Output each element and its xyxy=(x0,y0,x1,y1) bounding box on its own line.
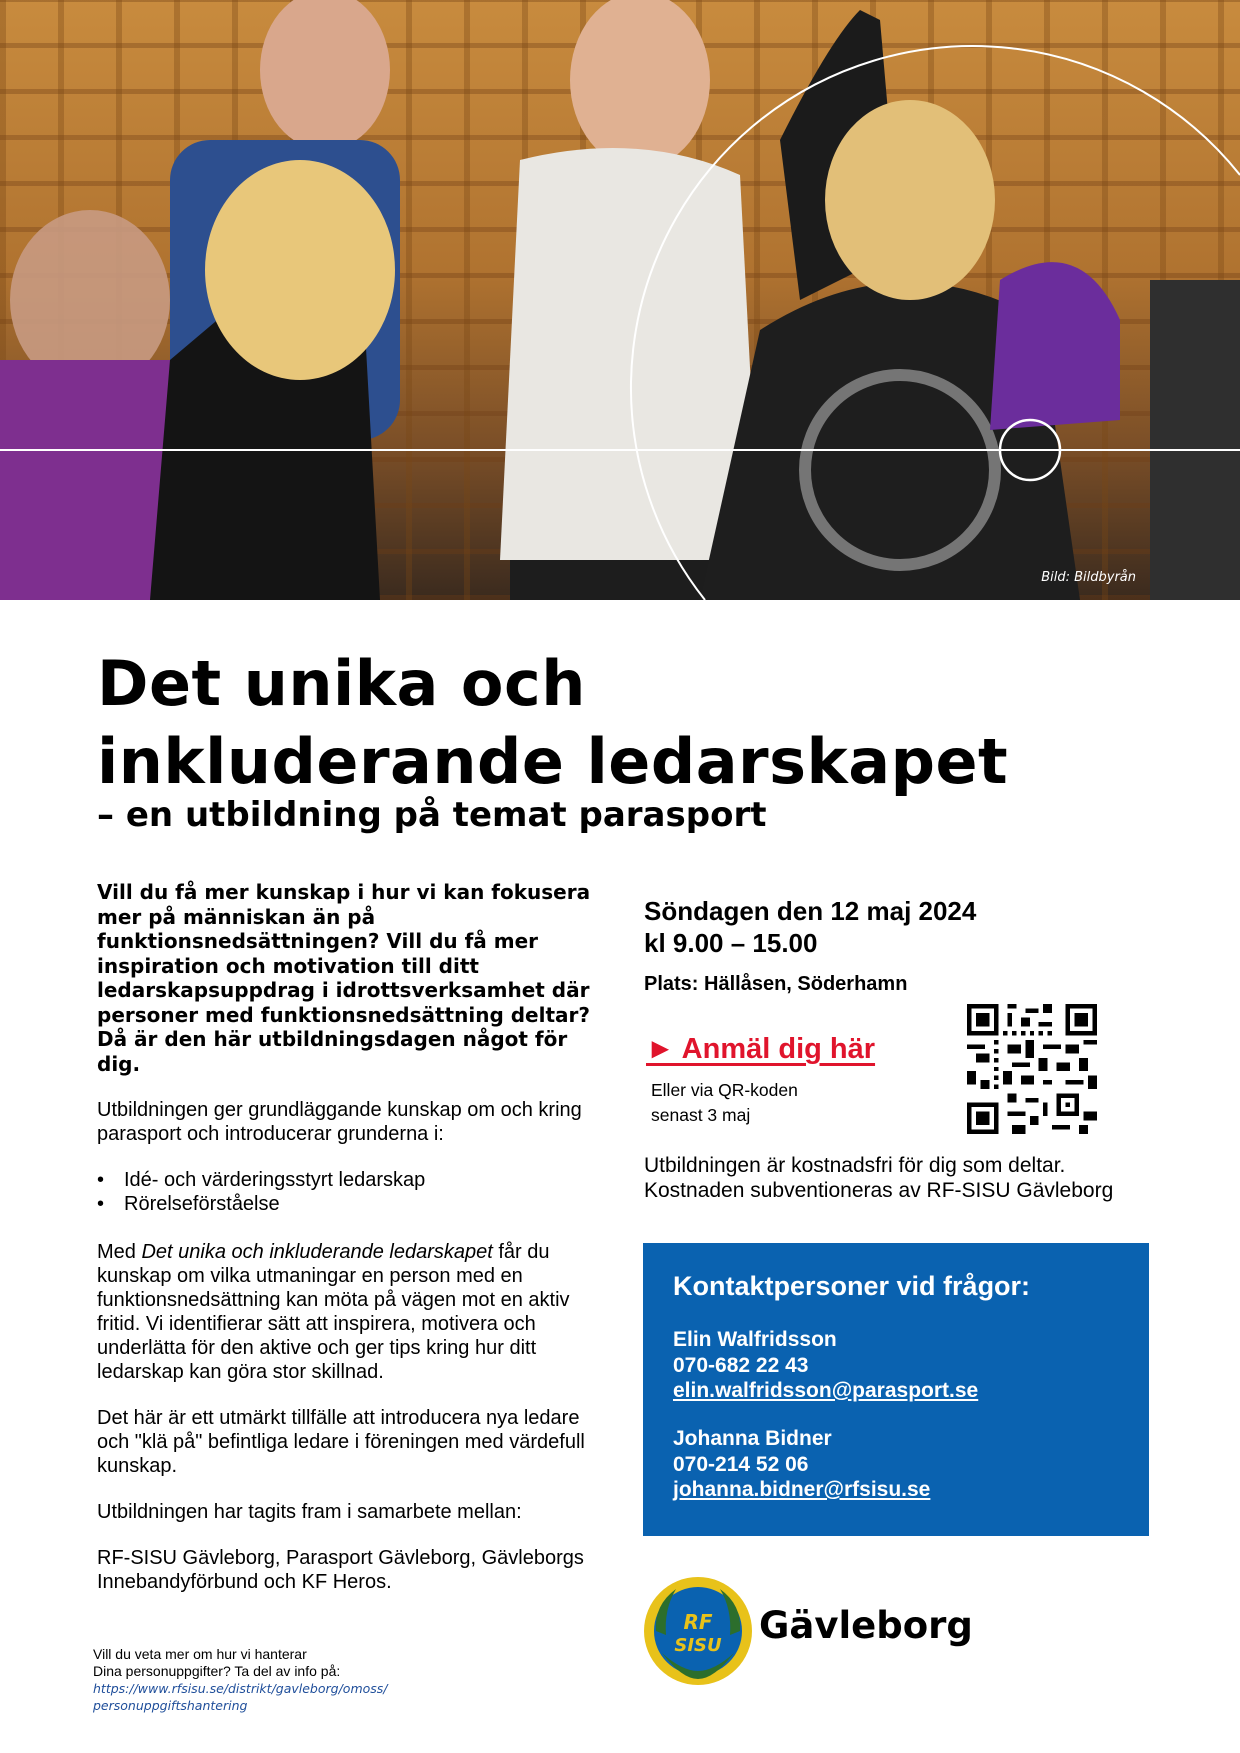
cost-info: Utbildningen är kostnadsfri för dig som deltar. Kostnaden subventioneras av RF-SISU Gävleborg xyxy=(644,1154,1114,1202)
intro-paragraph: Vill du få mer kunskap i hur vi kan fokusera mer på människan än på funktionsnedsättningen? Vill du få mer inspiration och motivation till ditt ledarskapsuppdrag i idrottsverksamhet där personer med funktionsnedsättning deltar? Då är den här utbildningsdagen något för dig. xyxy=(97,880,591,1076)
event-place: Plats: Hällåsen, Söderhamn xyxy=(644,973,908,995)
paragraph-basics: Utbildningen ger grundläggande kunskap om och kring parasport och introducerar grunderna i: xyxy=(97,1099,582,1145)
privacy-link-line-2[interactable]: personuppgiftshantering xyxy=(93,1698,248,1713)
contact-heading: Kontaktpersoner vid frågor: xyxy=(673,1271,1031,1301)
logo-district-name: Gävleborg xyxy=(759,1604,973,1647)
list-item: • Rörelseförståelse xyxy=(97,1192,607,1216)
photo-credit: Bild: Bildbyrån xyxy=(1041,570,1136,585)
about-prefix: Med xyxy=(97,1241,142,1263)
privacy-line-2: Dina personuppgifter? Ta del av info på: xyxy=(93,1663,341,1679)
contact-box xyxy=(643,1243,1149,1536)
paragraph-opportunity: Det här är ett utmärkt tillfälle att introducera nya ledare och "klä på" befintliga ledare i föreningen med värdefull kunskap. xyxy=(97,1407,585,1477)
page-title xyxy=(97,645,1157,801)
list-item: • Idé- och värderingsstyrt ledarskap xyxy=(97,1168,607,1192)
svg-text:RF: RF xyxy=(683,1610,713,1634)
page-subtitle: – en utbildning på temat parasport xyxy=(97,795,767,835)
contact-email-link[interactable]: elin.walfridsson@parasport.se xyxy=(673,1379,979,1402)
qr-code-icon[interactable] xyxy=(967,1004,1097,1134)
paragraph-collaboration: Utbildningen har tagits fram i samarbete mellan: xyxy=(97,1501,522,1523)
title-line-1: Det unika och xyxy=(97,647,586,720)
privacy-link[interactable] xyxy=(93,1680,473,1714)
privacy-note xyxy=(93,1646,473,1714)
rf-sisu-logo-icon xyxy=(642,1575,754,1687)
body-text-column xyxy=(97,880,607,1594)
svg-text:SISU: SISU xyxy=(674,1635,722,1656)
topics-list xyxy=(97,1168,607,1216)
contact-name: Johanna Bidner xyxy=(673,1427,832,1450)
contact-phone: 070-214 52 06 xyxy=(673,1452,809,1476)
register-link[interactable]: ► Anmäl dig här xyxy=(646,1033,876,1065)
contact-person xyxy=(673,1426,930,1503)
contact-phone: 070-682 22 43 xyxy=(673,1353,809,1377)
hero-illustration xyxy=(0,0,1240,600)
qr-hint xyxy=(651,1078,798,1128)
event-info xyxy=(644,895,1164,1202)
course-name: Det unika och inkluderande ledarskapet xyxy=(141,1241,493,1263)
about-text: får du kunskap om vilka utmaningar en person med en funktionsnedsättning kan möta på vägen mot en aktiv fritid. Vi identifierar sätt att inspirera, motivera och underlätta för den aktive och ger tips kring hur ditt ledarskap kan göra stor skillnad. xyxy=(97,1241,570,1383)
paragraph-about xyxy=(97,1240,607,1384)
hero-photo xyxy=(0,0,1240,600)
contact-email-link[interactable]: johanna.bidner@rfsisu.se xyxy=(673,1478,931,1501)
event-date: Söndagen den 12 maj 2024 xyxy=(644,896,977,926)
partners-list: RF-SISU Gävleborg, Parasport Gävleborg, Gävleborgs Innebandyförbund och KF Heros. xyxy=(97,1547,584,1593)
contact-person xyxy=(673,1327,978,1404)
title-line-2: inkluderande ledarskapet xyxy=(97,725,1009,798)
event-time: kl 9.00 – 15.00 xyxy=(644,928,818,958)
contact-name: Elin Walfridsson xyxy=(673,1328,837,1351)
qr-hint-line-2: senast 3 maj xyxy=(651,1105,751,1125)
privacy-link-line-1[interactable]: https://www.rfsisu.se/distrikt/gavleborg/omoss/ xyxy=(93,1681,388,1696)
privacy-line-1: Vill du veta mer om hur vi hanterar xyxy=(93,1646,307,1662)
qr-hint-line-1: Eller via QR-koden xyxy=(651,1080,798,1100)
